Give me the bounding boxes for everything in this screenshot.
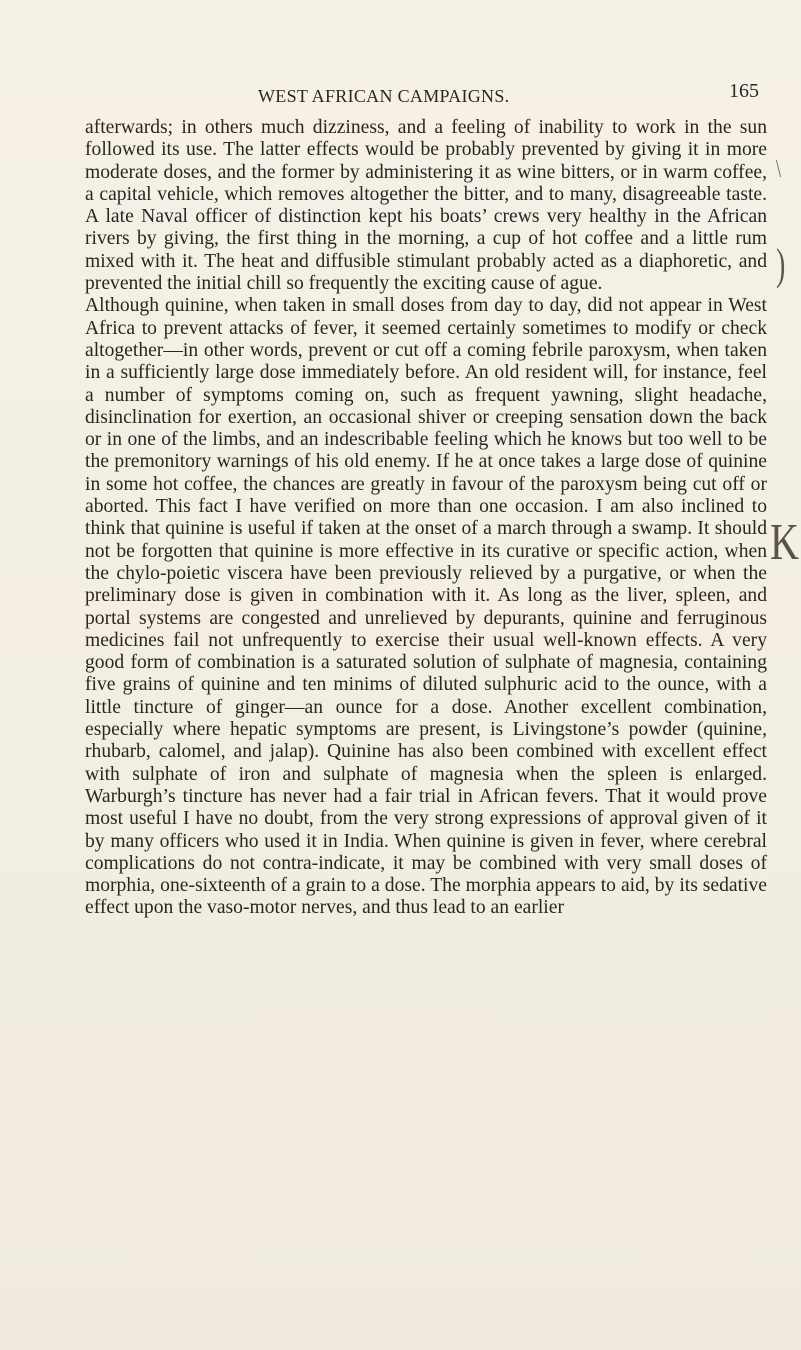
paragraph: afterwards; in others much dizziness, and a feeling of inability to work in the sun followed its use. The latter effects would be probably prevented by giving it in more moderate doses, and the former by administering it as wine bitters, or in warm coffee, a capital vehicle, which removes altogether the bitter, and to many, disagreeable taste. A late Naval officer of distinction kept his boats’ crews very healthy in the African rivers by giving, the first thing in the morning, a cup of hot coffee and a little rum mixed with it. The heat and diffusible stimulant probably acted as a diaphoretic, and prevented the initial chill so frequently the exciting cause of ague. — [85, 117, 767, 295]
margin-annotation: \ — [776, 154, 782, 182]
margin-annotation: ) — [776, 240, 786, 290]
margin-annotation: K — [770, 512, 799, 571]
body-text — [85, 117, 767, 920]
running-title: WEST AFRICAN CAMPAIGNS. — [258, 86, 510, 106]
page-number: 165 — [729, 80, 759, 102]
paragraph: Although quinine, when taken in small doses from day to day, did not appear in West Africa to prevent attacks of fever, it seemed certainly sometimes to modify or check altogether—in other words, prevent or cut off a coming febrile paroxysm, when taken in a sufficiently large dose immediately before. An old resident will, for instance, feel a number of symptoms coming on, such as frequent yawning, slight headache, disinclination for exertion, an occasional shiver or creeping sensation down the back or in one of the limbs, and an indescribable feeling which he knows but too well to be the premonitory warnings of his old enemy. If he at once takes a large dose of quinine in some hot coffee, the chances are greatly in favour of the paroxysm being cut off or aborted. This fact I have verified on more than one occasion. I am also inclined to think that quinine is useful if taken at the onset of a march through a swamp. It should not be forgotten that quinine is more effective in its curative or specific action, when the chylo-poietic viscera have been previously relieved by a purgative, or when the preliminary dose is given in combination with it. As long as the liver, spleen, and portal systems are congested and unrelieved by depurants, quinine and ferruginous medicines fail not unfrequently to exercise their usual well-known effects. A very good form of combination is a saturated solution of sulphate of magnesia, containing five grains of quinine and ten minims of diluted sulphuric acid to the ounce, with a little tincture of ginger—an ounce for a dose. Another excellent combination, especially where hepatic symptoms are present, is Livingstone’s powder (quinine, rhubarb, calomel, and jalap). Quinine has also been combined with excellent effect with sulphate of iron and sulphate of magnesia when the spleen is enlarged. Warburgh’s tincture has never had a fair trial in African fevers. That it would prove most useful I have no doubt, from the very strong expressions of approval given of it by many officers who used it in India. When quinine is given in fever, where cerebral complications do not contra-indicate, it may be combined with very small doses of morphia, one-sixteenth of a grain to a dose. The morphia appears to aid, by its sedative effect upon the vaso-motor nerves, and thus lead to an earlier — [85, 295, 767, 919]
